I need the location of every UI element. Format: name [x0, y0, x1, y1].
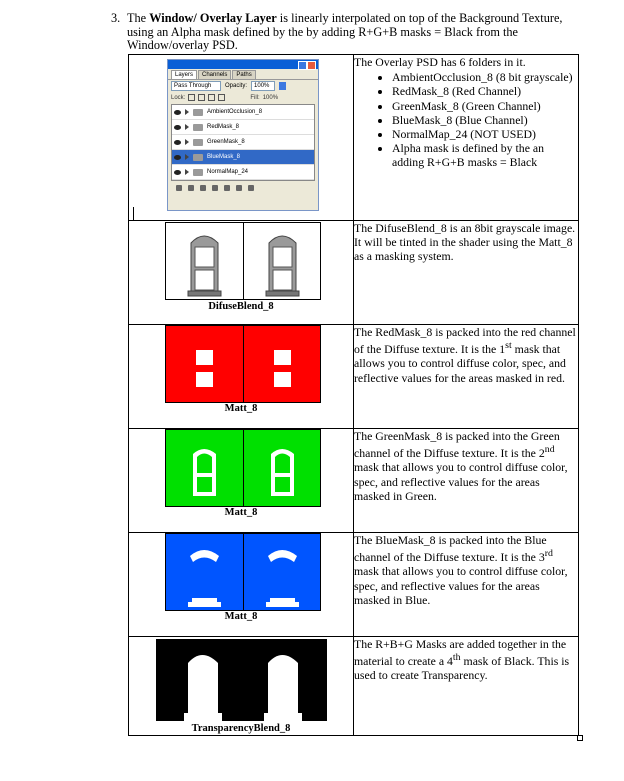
- blue-mask-graphic: [166, 534, 243, 610]
- overlay-intro: The Overlay PSD has 6 folders in it.: [354, 55, 526, 69]
- green-mask-right: [243, 430, 321, 506]
- ordinal-suffix: nd: [544, 444, 555, 456]
- fill-value[interactable]: 100%: [262, 94, 279, 101]
- mask-icon[interactable]: [200, 185, 206, 191]
- minimize-icon[interactable]: [298, 61, 307, 70]
- description-text: The DifuseBlend_8 is an 8bit grayscale image. It will be tinted in the shader using the Matt_8 as a masking system.: [354, 221, 576, 264]
- layer-name: GreenMask_8: [207, 139, 245, 145]
- eye-icon[interactable]: [174, 140, 181, 145]
- layer-row[interactable]: [172, 120, 314, 135]
- tab-channels[interactable]: Channels: [198, 70, 231, 79]
- layer-list: [171, 104, 315, 181]
- blue-mask-left: [166, 534, 243, 610]
- eye-icon[interactable]: [174, 110, 181, 115]
- lock-label: Lock:: [171, 94, 186, 101]
- intro-rest: is linearly interpolated on top of the Background Texture, using an Alpha mask defined by the by adding R+G+B masks = Black from the Window/overlay PSD.: [127, 11, 563, 53]
- panel-cell: [129, 55, 354, 221]
- green-mask-graphic: [166, 430, 243, 506]
- lock-image-icon[interactable]: [198, 94, 205, 101]
- text-cursor: [133, 207, 134, 221]
- tab-paths[interactable]: Paths: [232, 70, 255, 79]
- description-text: The GreenMask_8 is packed into the Green channel of the Diffuse texture. It is the 2: [354, 429, 560, 461]
- table-row: [129, 55, 579, 221]
- fill-label: Fill:: [250, 94, 260, 101]
- table-resize-handle[interactable]: [577, 735, 583, 741]
- list-item: • Alpha mask is defined by the an adding R+G+B masks = Black: [392, 141, 578, 169]
- red-mask-graphic: [244, 326, 321, 402]
- window-graphic: [244, 223, 321, 299]
- lock-all-icon[interactable]: [218, 94, 225, 101]
- red-mask-graphic: [166, 326, 243, 402]
- description-cell: [354, 325, 579, 429]
- tab-layers[interactable]: Layers: [171, 70, 197, 79]
- intro-bold: Window/ Overlay Layer: [149, 11, 277, 25]
- layer-row-selected[interactable]: [172, 150, 314, 165]
- list-item: • GreenMask_8 (Green Channel): [392, 99, 578, 113]
- folder-icon: [193, 109, 203, 116]
- close-icon[interactable]: [307, 61, 316, 70]
- table-row: [129, 533, 579, 637]
- trash-icon[interactable]: [248, 185, 254, 191]
- new-layer-icon[interactable]: [236, 185, 242, 191]
- list-item: • RedMask_8 (Red Channel): [392, 84, 578, 98]
- description-text: The BlueMask_8 is packed into the Blue channel of the Diffuse texture. It is the 3: [354, 533, 547, 565]
- table-row: [129, 429, 579, 533]
- window-image-left: [166, 223, 243, 299]
- transparency-blend-image: [156, 639, 327, 721]
- layer-row[interactable]: [172, 105, 314, 120]
- expand-icon[interactable]: [185, 139, 189, 145]
- image-caption: TransparencyBlend_8: [191, 723, 291, 734]
- eye-icon[interactable]: [174, 170, 181, 175]
- description-cell: [354, 55, 579, 221]
- folder-icon: [193, 139, 203, 146]
- red-mask-right: [243, 326, 321, 402]
- opacity-arrow-icon[interactable]: [279, 82, 286, 90]
- layer-row[interactable]: [172, 165, 314, 180]
- list-item: • BlueMask_8 (Blue Channel): [392, 113, 578, 127]
- image-caption: Matt_8: [224, 507, 258, 518]
- green-mask-graphic: [244, 430, 321, 506]
- expand-icon[interactable]: [185, 109, 189, 115]
- image-cell: [129, 325, 354, 429]
- description-text: mask that allows you to control diffuse color, spec, and reflective values for the areas masked in red.: [354, 342, 566, 385]
- lock-position-icon[interactable]: [208, 94, 215, 101]
- link-icon[interactable]: [176, 185, 182, 191]
- transparency-graphic: [156, 639, 327, 721]
- intro-text: [127, 12, 577, 53]
- panel-tabs: [168, 69, 318, 80]
- new-group-icon[interactable]: [224, 185, 230, 191]
- list-item: • NormalMap_24 (NOT USED): [392, 127, 578, 141]
- table-row: [129, 221, 579, 325]
- intro-prefix: The: [127, 11, 150, 25]
- image-cell: [129, 637, 354, 736]
- expand-icon[interactable]: [185, 169, 189, 175]
- layer-name: AmbientOcclusion_8: [207, 109, 263, 115]
- panel-titlebar: [168, 60, 318, 69]
- diffuse-blend-image: [165, 222, 321, 300]
- lock-transparent-icon[interactable]: [188, 94, 195, 101]
- blue-mask-right: [243, 534, 321, 610]
- blend-row: [168, 80, 318, 92]
- expand-icon[interactable]: [185, 154, 189, 160]
- blend-mode-select[interactable]: Pass Through: [171, 81, 221, 91]
- description-cell: [354, 221, 579, 325]
- layer-name: NormalMap_24: [207, 169, 249, 175]
- description-text: The RedMask_8 is packed into the red channel of the Diffuse texture. It is the 1: [354, 325, 576, 357]
- window-image-right: [243, 223, 321, 299]
- eye-icon[interactable]: [174, 125, 181, 130]
- description-text: mask of Black. This is used to create Transparency.: [354, 654, 570, 683]
- lock-row: [168, 92, 318, 103]
- panel-bottom-bar: [168, 182, 318, 194]
- description-cell: [354, 429, 579, 533]
- image-cell: [129, 221, 354, 325]
- ordinal-suffix: th: [452, 652, 461, 664]
- fx-icon[interactable]: [188, 185, 194, 191]
- list-number: 3.: [111, 11, 121, 25]
- layer-row[interactable]: [172, 135, 314, 150]
- image-cell: [129, 429, 354, 533]
- image-caption: DifuseBlend_8: [208, 301, 274, 312]
- eye-icon[interactable]: [174, 155, 181, 160]
- green-mask-image: [165, 429, 321, 507]
- expand-icon[interactable]: [185, 124, 189, 130]
- adjustment-icon[interactable]: [212, 185, 218, 191]
- folder-list: [354, 70, 578, 169]
- folder-icon: [193, 154, 203, 161]
- ordinal-suffix: st: [505, 340, 512, 352]
- table-row: [129, 637, 579, 736]
- description-text: mask that allows you to control diffuse color, spec, and reflective values for the areas masked in Green.: [354, 460, 568, 503]
- table-row: [129, 325, 579, 429]
- image-cell: [129, 533, 354, 637]
- folder-icon: [193, 169, 203, 176]
- description-cell: [354, 637, 579, 736]
- list-item: • AmbientOcclusion_8 (8 bit grayscale): [392, 70, 578, 84]
- opacity-label: Opacity:: [225, 83, 248, 89]
- green-mask-left: [166, 430, 243, 506]
- description-text: mask that allows you to control diffuse color, spec, and reflective values for the areas masked in Blue.: [354, 564, 568, 607]
- folder-icon: [193, 124, 203, 131]
- blue-mask-image: [165, 533, 321, 611]
- photoshop-layers-panel: [167, 59, 319, 211]
- layer-table: [128, 54, 579, 736]
- image-caption: Matt_8: [224, 403, 258, 414]
- red-mask-image: [165, 325, 321, 403]
- opacity-input[interactable]: 100%: [251, 81, 275, 91]
- description-text: The R+B+G Masks are added together in the material to create a 4: [354, 637, 567, 669]
- blue-mask-graphic: [244, 534, 321, 610]
- red-mask-left: [166, 326, 243, 402]
- layer-name: BlueMask_8: [207, 154, 241, 160]
- description-cell: [354, 533, 579, 637]
- image-caption: Matt_8: [224, 611, 258, 622]
- window-graphic: [166, 223, 243, 299]
- ordinal-suffix: rd: [544, 548, 553, 560]
- layer-name: RedMask_8: [207, 124, 240, 130]
